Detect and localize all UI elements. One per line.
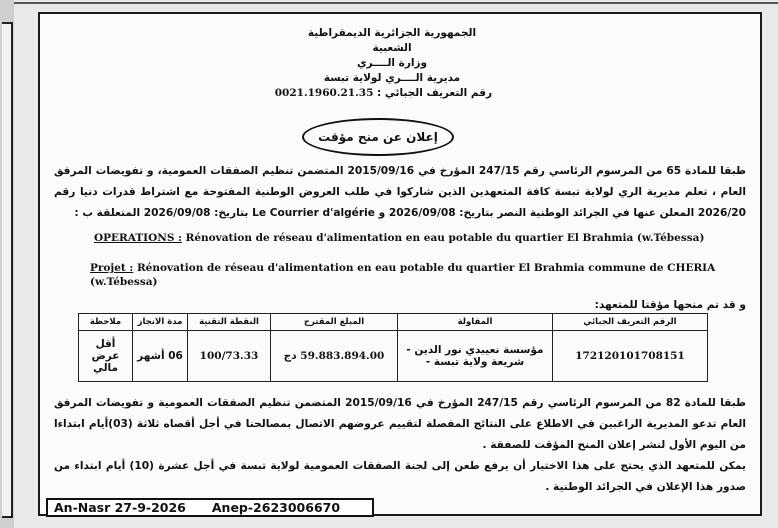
header-duration: مدة الانجاز bbox=[133, 314, 188, 331]
header-fiscal-id: رقم التعريف الجبائي : 0021.1960.21.35 bbox=[274, 87, 492, 99]
header-ministry: وزارة الــــري bbox=[356, 57, 428, 69]
paragraph-results-text: طبقا للمادة 82 من المرسوم الرئاسي رقم 247/15 المؤرخ في 2015/09/16 المتضمن تنظيم الصفقات العمومية و تفويضات المرفق العام تدعو المديرية الراغبين في الاطلاع على النتائج المفصلة لتقييم عروضهم الاتصال بمصالحنا في أجل أقصاه ثلاثة (03)أيام ابتداءا من اليوم الأول لنشر إعلان المنح المؤقت للصفقة . bbox=[54, 397, 746, 451]
header-directorate: مديرية الــــري لولاية تبسة bbox=[323, 72, 461, 84]
cell-score: 100/73.33 bbox=[188, 331, 271, 382]
projet-label: Projet : bbox=[90, 262, 134, 274]
cell-nif: 172120101708151 bbox=[553, 331, 708, 382]
operations-text: Rénovation de réseau d'alimentation en eau potable du quartier El Brahmia (w.Tébessa) bbox=[185, 232, 705, 244]
cell-amount: 59.883.894.00 دج bbox=[271, 331, 398, 382]
cell-duration: 06 أشهر bbox=[133, 331, 188, 382]
projet-text: Rénovation de réseau d'alimentation en eau potable du quartier El Brahmia commune de CHERIA (w.Tébessa) bbox=[90, 262, 716, 288]
header-company: المقاولة bbox=[398, 314, 553, 331]
operations-label: OPERATIONS : bbox=[94, 232, 182, 244]
projet-line bbox=[90, 261, 746, 289]
header-note: ملاحظة bbox=[79, 314, 133, 331]
paragraph-results bbox=[54, 393, 746, 498]
header-amount: المبلغ المقترح bbox=[271, 314, 398, 331]
paragraph-intro: طبقا للمادة 65 من المرسوم الرئاسي رقم 247/15 المؤرخ في 2015/09/16 المتضمن تنظيم الصفقات العمومية، و تفويضات المرفق العام ، تعلم مديرية الري لولاية تبسة كافة المتعهدين الذين شاركوا في طلب العروض الوطنية المفتوحة مع اشتراط قدرات دنيا رقم 2026/20 المعلن عنها في الجرائد الوطنية النصر بتاريخ: 2026/09/08 و Le Courrier d'algérie بتاريخ: 2026/09/08 المتعلقة ب : bbox=[54, 165, 747, 219]
newspaper-ref: An-Nasr 27-9-2026 bbox=[54, 500, 186, 515]
paragraph-appeal: يمكن للمتعهد الذي يحتج على هذا الاختيار أن يرفع طعن إلى لجنة الصفقات العمومية لولاية تبسة في أجل عشرة (10) أيام ابتداء من صدور هذا الإعلان في الجرائد الوطنية . bbox=[54, 460, 746, 493]
adjacent-page-strip bbox=[0, 0, 14, 528]
header-block bbox=[274, 26, 492, 101]
table-header-row bbox=[79, 314, 708, 331]
header-republic: الجمهورية الجزائرية الديمقراطية الشعبية bbox=[307, 27, 477, 54]
header-nif: الرقم التعريف الجبائي bbox=[553, 314, 708, 331]
announcement-paper bbox=[38, 12, 762, 516]
publication-footer bbox=[46, 498, 374, 517]
cell-company: مؤسسة نعيبدي نور الدين - شريعة ولاية تبسة - bbox=[398, 331, 553, 382]
announcement-title: إعلان عن منح مؤقت bbox=[302, 118, 454, 156]
header-score: النقطة التقنية bbox=[188, 314, 271, 331]
cell-note: أقل عرض مالي bbox=[79, 331, 133, 382]
top-border bbox=[14, 2, 778, 4]
anep-ref: Anep-2623006670 bbox=[211, 500, 341, 515]
table-row bbox=[79, 331, 708, 382]
operations-line bbox=[94, 231, 746, 246]
award-table bbox=[78, 313, 708, 382]
award-intro: و قد تم منحها مؤقتا للمتعهد: bbox=[594, 299, 746, 311]
